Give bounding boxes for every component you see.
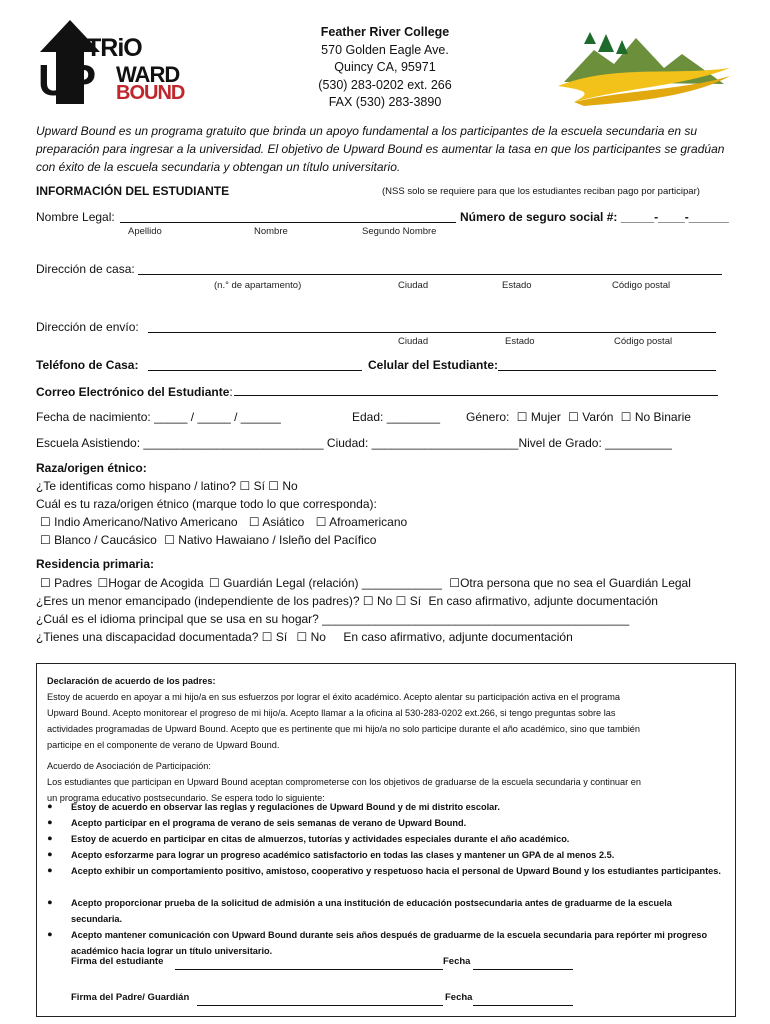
hispanic-no-label: No <box>282 479 298 493</box>
student-date-field[interactable] <box>473 969 573 970</box>
parent-date-label: Fecha <box>445 992 473 1003</box>
race-pacific-islander-label: Nativo Hawaiano / Isleño del Pacífico <box>178 533 377 547</box>
city-caption-2: Ciudad <box>398 336 429 347</box>
race-asian-checkbox[interactable] <box>249 515 304 529</box>
agreement-bullet: Acepto proporcionar prueba de la solicitud de admisión a una institución de educación postsecundaria antes de graduarme de la escuela secundaria. <box>71 898 672 924</box>
emancipated-note: En caso afirmativo, adjunte documentación <box>428 594 658 608</box>
student-signature-field[interactable] <box>175 969 443 970</box>
gender-male-label: Varón <box>582 410 614 424</box>
mailing-address-field[interactable] <box>148 332 716 333</box>
email-field[interactable] <box>234 395 718 396</box>
home-language-row[interactable]: ¿Cuál es el idioma principal que se usa en su hogar? ______________________________________________ <box>36 612 630 626</box>
residence-parents-label: Padres <box>54 576 93 590</box>
emancipated-yes-checkbox[interactable] <box>396 594 421 608</box>
age-field[interactable]: Edad: ________ <box>352 410 441 424</box>
checkbox-icon: ☐ <box>40 576 51 590</box>
disability-yes-label: Sí <box>275 630 288 644</box>
checkbox-icon: ☐ <box>239 479 251 493</box>
bullet-icon: ● <box>47 817 53 827</box>
checkbox-icon: ☐ <box>40 515 51 529</box>
participation-agreement <box>47 758 725 806</box>
city-caption: Ciudad <box>398 280 429 291</box>
emancipated-yes-label: Sí <box>409 594 422 608</box>
bullet-icon: ● <box>47 865 53 875</box>
disability-question: ¿Tienes una discapacidad documentada? <box>36 630 259 644</box>
legal-name-field[interactable] <box>120 222 456 223</box>
residence-options <box>40 576 691 590</box>
checkbox-icon: ☐ <box>315 515 327 529</box>
checkbox-icon: ☐ <box>449 576 461 590</box>
emancipated-no-checkbox[interactable] <box>363 594 392 608</box>
race-white-label: Blanco / Caucásico <box>54 533 157 547</box>
disability-no-label: No <box>310 630 326 644</box>
residence-foster-checkbox[interactable] <box>97 576 203 590</box>
hispanic-no-checkbox[interactable] <box>268 479 297 493</box>
parent-agreement-line: Upward Bound. Acepto monitorear el progreso de mi hijo/a. Acepto llamar a la oficina al 530-283-0202 ext.266, si tengo preguntas sobre las <box>47 708 616 718</box>
race-native-american-checkbox[interactable] <box>40 515 238 529</box>
logo-up: UP <box>38 56 94 105</box>
checkbox-icon: ☐ <box>362 594 374 608</box>
hispanic-yes-label: Sí <box>253 479 265 493</box>
residence-other-label: Otra persona que no sea el Guardián Legal <box>460 576 691 590</box>
parent-agreement <box>47 673 725 753</box>
student-signature-label: Firma del estudiante <box>71 956 164 967</box>
residence-guardian-checkbox[interactable] <box>209 576 442 590</box>
email-label-colon: : <box>229 385 233 399</box>
bullet-icon: ● <box>47 849 53 859</box>
residence-other-checkbox[interactable] <box>449 576 691 590</box>
gender-male-checkbox[interactable] <box>568 410 613 424</box>
apt-caption: (n.° de apartamento) <box>214 280 302 291</box>
agreement-bullet: Acepto exhibir un comportamiento positivo, amistoso, cooperativo y respetuoso hacia el personal de Upward Bound y los estudiantes participantes. <box>71 866 721 876</box>
gender-label: Género: <box>466 410 510 424</box>
checkbox-icon: ☐ <box>164 533 175 547</box>
checkbox-icon: ☐ <box>97 576 109 590</box>
race-white-checkbox[interactable] <box>40 533 157 547</box>
disability-yes-checkbox[interactable] <box>262 630 287 644</box>
checkbox-icon: ☐ <box>40 533 51 547</box>
college-phone: (530) 283-0202 ext. 266 <box>318 77 452 92</box>
mountains-logo-icon <box>554 24 734 106</box>
bullet-icon: ● <box>47 929 53 939</box>
home-address-label: Dirección de casa: <box>36 262 135 276</box>
disability-note: En caso afirmativo, adjunte documentación <box>343 630 573 644</box>
college-address-2: Quincy CA, 95971 <box>334 60 436 74</box>
race-options-row-2 <box>40 533 376 547</box>
participation-line: Los estudiantes que participan en Upward Bound aceptan comprometerse con los objetivos de graduarse de la escuela secundaria y continuar en <box>47 777 641 787</box>
gender-row <box>466 410 691 424</box>
bullet-icon: ● <box>47 833 53 843</box>
checkbox-icon: ☐ <box>248 515 260 529</box>
hispanic-question-text: ¿Te identificas como hispano / latino? <box>36 479 237 493</box>
participation-line: un programa educativo postsecundario. Se espera todo lo siguiente: <box>47 793 325 803</box>
hispanic-yes-checkbox[interactable] <box>239 479 264 493</box>
college-fax: FAX (530) 283-3890 <box>328 95 442 109</box>
parent-signature-field[interactable] <box>197 1005 443 1006</box>
race-options-row-1 <box>40 515 407 529</box>
home-phone-label: Teléfono de Casa: <box>36 358 139 372</box>
parent-agreement-line: participe en el componente de verano de Upward Bound. <box>47 740 280 750</box>
disability-no-checkbox[interactable] <box>297 630 326 644</box>
race-african-american-checkbox[interactable] <box>316 515 407 529</box>
bullet-icon: ● <box>47 801 53 811</box>
checkbox-icon: ☐ <box>209 576 220 590</box>
parent-agreement-heading: Declaración de acuerdo de los padres: <box>47 676 216 686</box>
zip-caption-2: Código postal <box>614 336 673 347</box>
state-caption-2: Estado <box>505 336 535 347</box>
race-question: Cuál es tu raza/origen étnico (marque todo lo que corresponda): <box>36 497 377 511</box>
agreement-bullet: Estoy de acuerdo en observar las reglas y regulaciones de Upward Bound y de mi distrito escolar. <box>71 802 500 812</box>
emancipated-no-label: No <box>376 594 393 608</box>
gender-female-label: Mujer <box>530 410 561 424</box>
bullet-icon: ● <box>47 897 53 907</box>
checkbox-icon: ☐ <box>268 479 280 493</box>
residence-guardian-label: Guardián Legal (relación) ____________ <box>223 576 442 590</box>
hispanic-question <box>36 479 298 493</box>
college-name: Feather River College <box>320 25 450 39</box>
residence-foster-label: Hogar de Acogida <box>108 576 204 590</box>
residence-parents-checkbox[interactable] <box>40 576 92 590</box>
parent-date-field[interactable] <box>473 1005 573 1006</box>
checkbox-icon: ☐ <box>568 410 579 424</box>
parent-agreement-line: Estoy de acuerdo en apoyar a mi hijo/a en sus esfuerzos por lograr el éxito académico. Acepto alentar su participación activa en el programa <box>47 692 621 702</box>
cell-phone-field[interactable] <box>498 370 716 371</box>
agreement-bullet: Acepto esforzarme para lograr un progreso académico satisfactorio en todas las clases y mantener un GPA de al menos 2.5. <box>71 850 615 860</box>
gender-nonbinary-label: No Binarie <box>634 410 691 424</box>
home-phone-field[interactable] <box>148 370 362 371</box>
trio-upward-bound-logo <box>36 18 201 106</box>
checkbox-icon: ☐ <box>395 594 407 608</box>
checkbox-icon: ☐ <box>296 630 308 644</box>
college-header <box>270 24 500 112</box>
mailing-address-label: Dirección de envío: <box>36 320 139 334</box>
zip-caption: Código postal <box>612 280 671 291</box>
ethnicity-heading: Raza/origen étnico: <box>36 461 147 475</box>
disability-row <box>36 630 573 644</box>
emancipated-row <box>36 594 658 608</box>
student-info-heading: INFORMACIÓN DEL ESTUDIANTE <box>36 184 230 198</box>
college-address-1: 570 Golden Eagle Ave. <box>321 42 449 57</box>
logo-bound: BOUND <box>116 82 185 104</box>
agreement-bullet: Estoy de acuerdo en participar en citas de almuerzos, tutorías y actividades especiales durante el año académico. <box>71 834 570 844</box>
legal-name-label: Nombre Legal: <box>36 210 115 224</box>
parent-agreement-line: actividades programadas de Upward Bound. Acepto que es pertinente que mi hijo/a no solo participe durante el año académico, sino que también <box>47 724 640 734</box>
intro-paragraph: Upward Bound es un programa gratuito que brinda un apoyo fundamental a los participantes de la escuela secundaria en su preparación para ingresar a la universidad. El objetivo de Upward Bound es aumentar la tasa en que los participantes se gradúan con éxito de la escuela secundaria y obtengan un título universitario. <box>36 124 725 174</box>
home-address-field[interactable] <box>138 274 722 275</box>
checkbox-icon: ☐ <box>620 410 632 424</box>
cell-phone-label: Celular del Estudiante: <box>368 358 499 372</box>
segundo-nombre-caption: Segundo Nombre <box>362 226 437 237</box>
email-label-text: Correo Electrónico del Estudiante <box>36 385 230 399</box>
checkbox-icon: ☐ <box>261 630 273 644</box>
apellido-caption: Apellido <box>128 226 162 237</box>
ssn-label[interactable]: Número de seguro social #: _____-____-______ <box>460 210 729 224</box>
ssn-note: (NSS solo se requiere para que los estudiantes reciban pago por participar) <box>382 186 700 197</box>
race-native-american-label: Indio Americano/Nativo Americano <box>54 515 238 529</box>
race-asian-label: Asiático <box>262 515 305 529</box>
nombre-caption: Nombre <box>254 226 288 237</box>
gender-nonbinary-checkbox[interactable] <box>621 410 691 424</box>
agreement-box <box>36 663 736 1017</box>
state-caption: Estado <box>502 280 532 291</box>
agreement-bullet: Acepto mantener comunicación con Upward Bound durante seis años después de graduarme de la escuela secundaria para repórter mi progreso académico hacia lograr un título universitario. <box>71 930 708 956</box>
student-date-label: Fecha <box>443 956 471 967</box>
participation-heading: Acuerdo de Asociación de Participación: <box>47 761 211 771</box>
residence-heading: Residencia primaria: <box>36 557 155 571</box>
email-label <box>36 383 233 401</box>
agreement-bullet: Acepto participar en el programa de verano de seis semanas de verano de Upward Bound. <box>71 818 467 828</box>
dob-field[interactable]: Fecha de nacimiento: _____ / _____ / ______ <box>36 410 281 424</box>
logo-ward: WARD <box>116 62 180 87</box>
race-african-american-label: Afroamericano <box>329 515 408 529</box>
race-pacific-islander-checkbox[interactable] <box>164 533 376 547</box>
gender-female-checkbox[interactable] <box>517 410 561 424</box>
checkbox-icon: ☐ <box>516 410 528 424</box>
logo-trio: TRiO <box>86 34 142 62</box>
school-row[interactable]: Escuela Asistiendo: ___________________________ Ciudad: ______________________Nivel de Grado: __________ <box>36 436 672 450</box>
parent-signature-label: Firma del Padre/ Guardián <box>71 992 190 1003</box>
emancipated-question: ¿Eres un menor emancipado (independiente de los padres)? <box>36 594 360 608</box>
